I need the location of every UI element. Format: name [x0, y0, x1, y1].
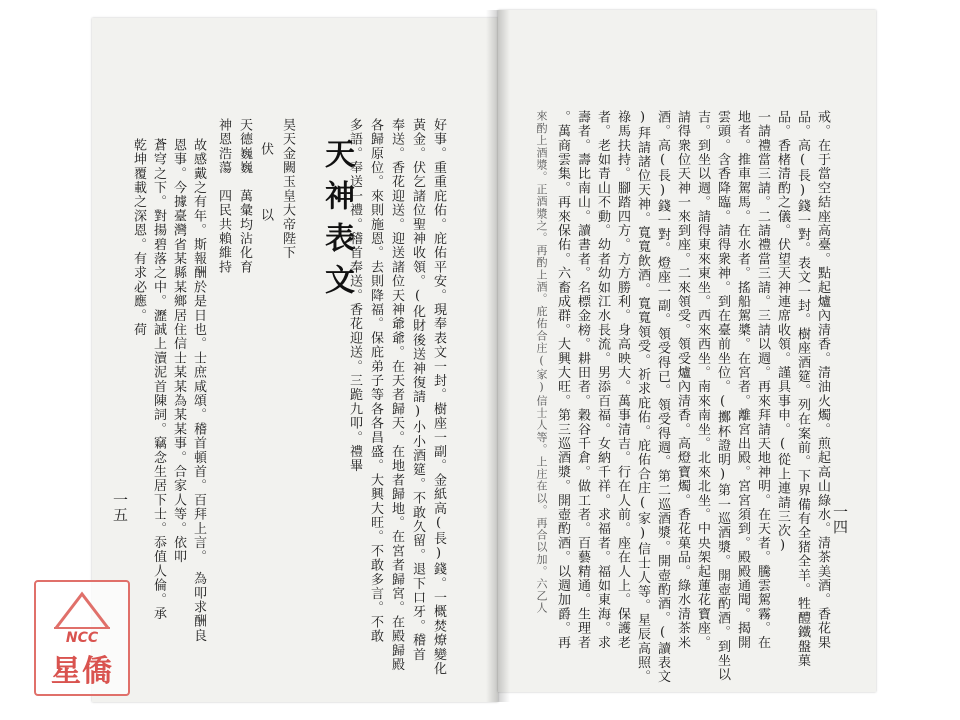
text-column: 吉。到坐以週。請得東來東坐。西來西坐。南來南坐。北來北坐。中央架起蓮花寶座。 — [695, 110, 710, 650]
body-column: 故感戴之有年。斯報酬於是日也。士庶咸頌。稽首頓首。百拜上言。 為叩求酬良 — [191, 138, 206, 643]
text-column: 品。香楮清酌之儀。伏望天神連席收領。謹具事申。(從上連請三次) — [775, 110, 790, 555]
text-column: 地者。推車駕馬。在水者。搖船駕槳。在宮者。離宮出殿。宮宮須到。殿殿通聞。揭開 — [735, 110, 750, 650]
text-column: 者。老如青山不動。幼者幼如江水長流。男添百福。女納千祥。求福者。福如東海。求 — [595, 110, 610, 650]
text-column-cut: 來酌上酒漿。正酒漿之。再酌上酒。庇佑合庄(家)信士人等。上庄在以。再合以加。六乙人 — [535, 110, 548, 615]
text-column: 一請禮當三請。二請禮當三請。三請以週。再來拜請天地神明。在天者。騰雲駕霧。在 — [755, 110, 770, 650]
verse-line: 天德巍巍 萬彙均沾化育 — [237, 118, 252, 275]
text-column: 雲頭。含香降臨。請得衆神。到在臺前坐位。(擲杯證明)第一巡酒漿。開壺酌酒。到坐以 — [715, 110, 730, 682]
watermark-brand-chinese: 星僑 — [51, 654, 113, 689]
yi-character: 以 — [258, 208, 273, 223]
text-column: 請得衆位天神一來到座。二來領受。領受爐內清香。高燈寶燭。香花菓品。綠水清茶米 — [675, 110, 690, 650]
text-column: 壽者。壽比南山。讀書者。名標金榜。耕田者。穀谷千倉。做工者。百藝精通。生理者 — [575, 110, 590, 650]
prayer-column: 各歸原位。來則施恩。去則降福。保庇弟子等各各昌盛。大興大旺。不敢多言。不敢 — [368, 118, 383, 644]
section-title: 天神表文 — [319, 138, 354, 306]
watermark-stamp — [34, 580, 130, 696]
text-column: 品。高(長)錢一對。表文一封。樹座酒筵。列在案前。下界備有全猪全羊。牲醴鐵盤菓 — [795, 110, 810, 668]
prayer-column: 好事。重重庇佑。庇佑平安。現奉表文一封。樹座一副。金紙高(長)錢。一概焚燎變化 — [431, 118, 446, 676]
addressee-line: 昊天金闕玉皇大帝陛下 — [280, 118, 295, 260]
fu-character: 伏 — [258, 142, 273, 157]
text-column: )拜請諸位天神。寬寬飲酒。寬寬領受。祈求庇佑。庇佑合庄(家)信士人等。星辰高照。 — [635, 110, 650, 684]
left-page — [92, 18, 498, 702]
text-column: 祿馬扶持。腳踏四方。方方勝利。身高映大。萬事清吉。行在人前。座在人上。保護老 — [615, 110, 630, 650]
body-column: 蒼穹之下。對揚碧落之中。瀝誠上瀆泥首陳詞。竊念生居下士。忝值人倫。承 — [151, 138, 166, 621]
body-column: 恩事。今據臺灣省某縣某鄉居住信士某某為某某事。合家人等。依叩 — [171, 138, 186, 564]
right-page — [498, 10, 876, 692]
right-page-number: 一四 — [831, 504, 849, 534]
text-column: 戒。在于當空結座高臺。點起爐內清香。清油火燭。煎起高山綠水。清茶美酒。香花果 — [815, 110, 830, 650]
prayer-column: 奉送。香花迎送。迎送諸位天神爺爺。在天者歸天。在地者歸地。在宮者歸宮。在殿歸殿 — [389, 118, 404, 672]
prayer-column: 多語。奉送一禮。稽首奉送。香花迎送。三跪九叩。禮畢 — [347, 118, 362, 473]
triangle-logo-icon — [52, 590, 112, 630]
text-column: 。萬商雲集。再來保佑。六畜成群。大興大旺。第三巡酒漿。開壺酌酒。以週加爵。再 — [555, 110, 570, 650]
body-column: 乾坤覆載之深恩。有求必應。荷 — [131, 138, 146, 337]
prayer-column: 黃金。伏乞諸位聖神收領。(化財後送神復請)小小酒筵。不敢久留。退下口牙。稽首 — [410, 118, 425, 662]
text-column: 酒。高(長)錢一對。燈座一副。領受得已。領受得週。第二巡酒漿。開壺酌酒。(讀表文 — [655, 110, 670, 684]
verse-line: 神恩浩蕩 四民共賴維持 — [216, 118, 231, 275]
left-page-number: 一五 — [111, 492, 129, 522]
book-gutter — [486, 10, 510, 702]
watermark-brand-latin: NCC — [65, 630, 99, 646]
